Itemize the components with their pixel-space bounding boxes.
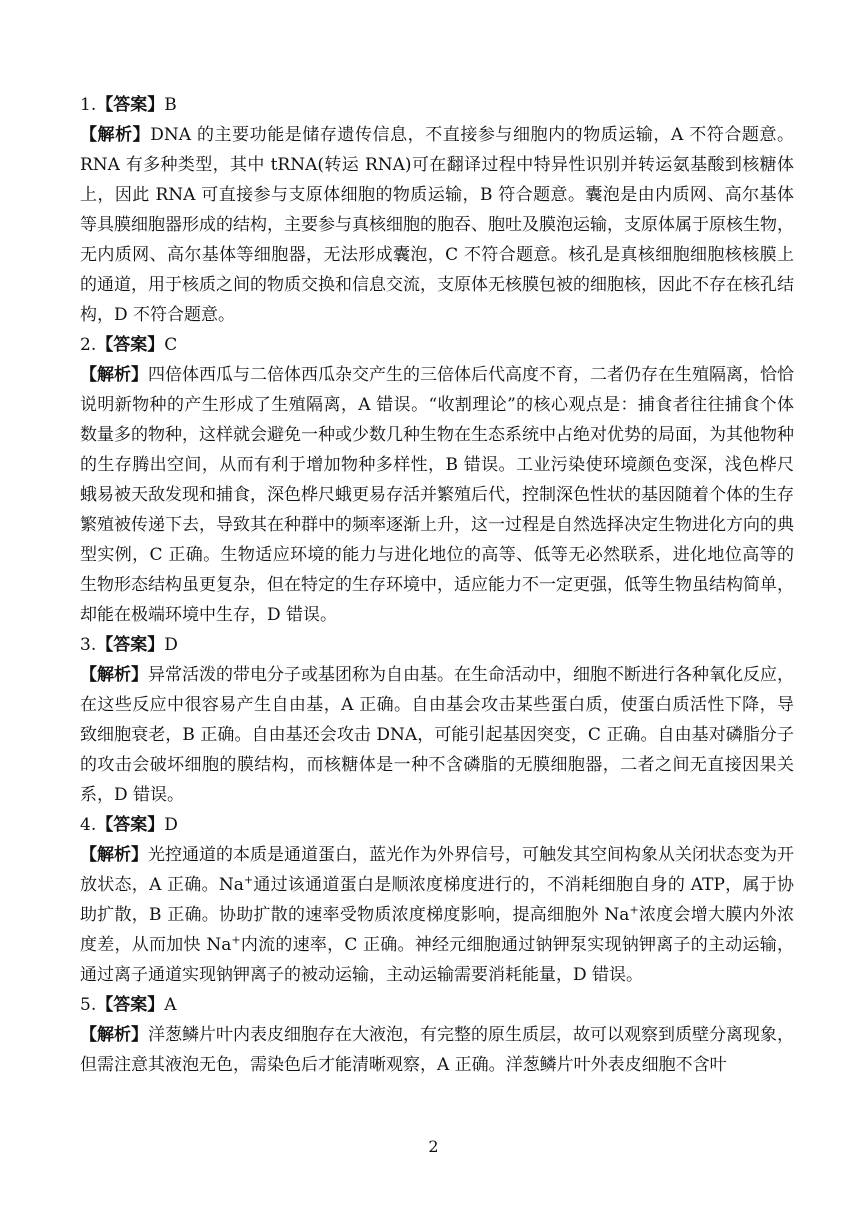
analysis-text-part: 浓度会增大膜内外浓度差，从而加快 Na [80,905,795,955]
answer-line [80,330,794,360]
analysis-tag: 【解析】 [80,125,151,145]
question-number: 4. [80,815,97,835]
answer-letter: C [164,335,178,355]
question-number: 5. [80,995,97,1015]
answer-line [80,990,794,1020]
question-number: 3. [80,635,97,655]
analysis-text-part: 通过该通道蛋白是顺浓度梯度进行的，不消耗细胞自身的 ATP，属于协助扩散，B 正确。协助扩散的速率受物质浓度梯度影响，提高细胞外 Na [80,875,794,925]
analysis-tag: 【解析】 [80,1025,148,1045]
answer-letter: B [164,95,177,115]
question-3 [80,630,794,810]
answer-tag: 【答案】 [96,635,165,655]
analysis-text-part: 光控通道的本质是通道蛋白，蓝光作为外界信号，可触发其空间构象从关闭状态变为开放状态，A 正确。Na [80,845,794,895]
answer-tag: 【答案】 [96,995,165,1015]
analysis-text: 异常活泼的带电分子或基团称为自由基。在生命活动中，细胞不断进行各种氧化反应，在这些反应中很容易产生自由基，A 正确。自由基会攻击某些蛋白质，使蛋白质活性下降，导致细胞衰老，B 正确。自由基还会攻击 DNA，可能引起基因突变，C 正确。自由基对磷脂分子的攻击会破坏细胞的膜结构，而核糖体是一种不含磷脂的无膜细胞器，二者之间无直接因果关系，D 错误。 [80,665,794,805]
superscript-plus: + [243,873,254,887]
analysis-text-part: 内流的速率，C 正确。神经元细胞通过钠钾泵实现钠钾离子的主动运输，通过离子通道实现钠钾离子的被动运输，主动运输需要消耗能量，D 错误。 [80,935,794,985]
question-2 [80,330,794,630]
answer-tag: 【答案】 [96,335,165,355]
answer-letter: D [164,815,178,835]
superscript-plus: + [629,903,639,917]
question-number: 1. [80,95,97,115]
analysis-tag: 【解析】 [80,845,148,865]
answer-line [80,90,794,120]
analysis-text: 四倍体西瓜与二倍体西瓜杂交产生的三倍体后代高度不育，二者仍存在生殖隔离，恰恰说明新物种的产生形成了生殖隔离，A 错误。“收割理论”的核心观点是：捕食者往往捕食个体数量多的物种，这样就会避免一种或少数几种生物在生态系统中占绝对优势的局面，为其他物种的生存腾出空间，从而有利于增加物种多样性，B 错误。工业污染使环境颜色变深，浅色桦尺蛾易被天敌发现和捕食，深色桦尺蛾更易存活并繁殖后代，控制深色性状的基因随着个体的生存繁殖被传递下去，导致其在种群中的频率逐渐上升，这一过程是自然选择决定生物进化方向的典型实例，C 正确。生物适应环境的能力与进化地位的高等、低等无必然联系，进化地位高等的生物形态结构虽更复杂，但在特定的生存环境中，适应能力不一定更强，低等生物虽结构简单，却能在极端环境中生存，D 错误。 [80,365,794,625]
analysis-text: 洋葱鳞片叶内表皮细胞存在大液泡，有完整的原生质层，故可以观察到质壁分离现象，但需注意其液泡无色，需染色后才能清晰观察，A 正确。洋葱鳞片叶外表皮细胞不含叶 [80,1025,794,1075]
question-1 [80,90,794,330]
question-4 [80,810,794,990]
analysis-paragraph [80,1020,794,1080]
answer-document [80,90,794,1080]
analysis-tag: 【解析】 [80,365,148,385]
answer-line [80,810,794,840]
answer-tag: 【答案】 [96,95,165,115]
analysis-text: DNA 的主要功能是储存遗传信息，不直接参与细胞内的物质运输，A 不符合题意。RNA 有多种类型，其中 tRNA(转运 RNA)可在翻译过程中特异性识别并转运氨基酸到核糖体上，因此 RNA 可直接参与支原体细胞的物质运输，B 符合题意。囊泡是由内质网、高尔基体等具膜细胞器形成的结构，主要参与真核细胞的胞吞、胞吐及膜泡运输，支原体属于原核生物，无内质网、高尔基体等细胞器，无法形成囊泡，C 不符合题意。核孔是真核细胞细胞核核膜上的通道，用于核质之间的物质交换和信息交流，支原体无核膜包被的细胞核，因此不存在核孔结构，D 不符合题意。 [80,125,795,325]
analysis-paragraph [80,120,794,330]
analysis-paragraph [80,360,794,630]
answer-letter: D [164,635,178,655]
question-5 [80,990,794,1080]
answer-tag: 【答案】 [96,815,165,835]
answer-line [80,630,794,660]
analysis-tag: 【解析】 [80,665,148,685]
page-number: 2 [428,1137,439,1156]
superscript-plus: + [231,933,241,947]
answer-letter: A [164,995,177,1015]
analysis-paragraph [80,660,794,810]
question-number: 2. [80,335,97,355]
analysis-paragraph [80,840,794,990]
